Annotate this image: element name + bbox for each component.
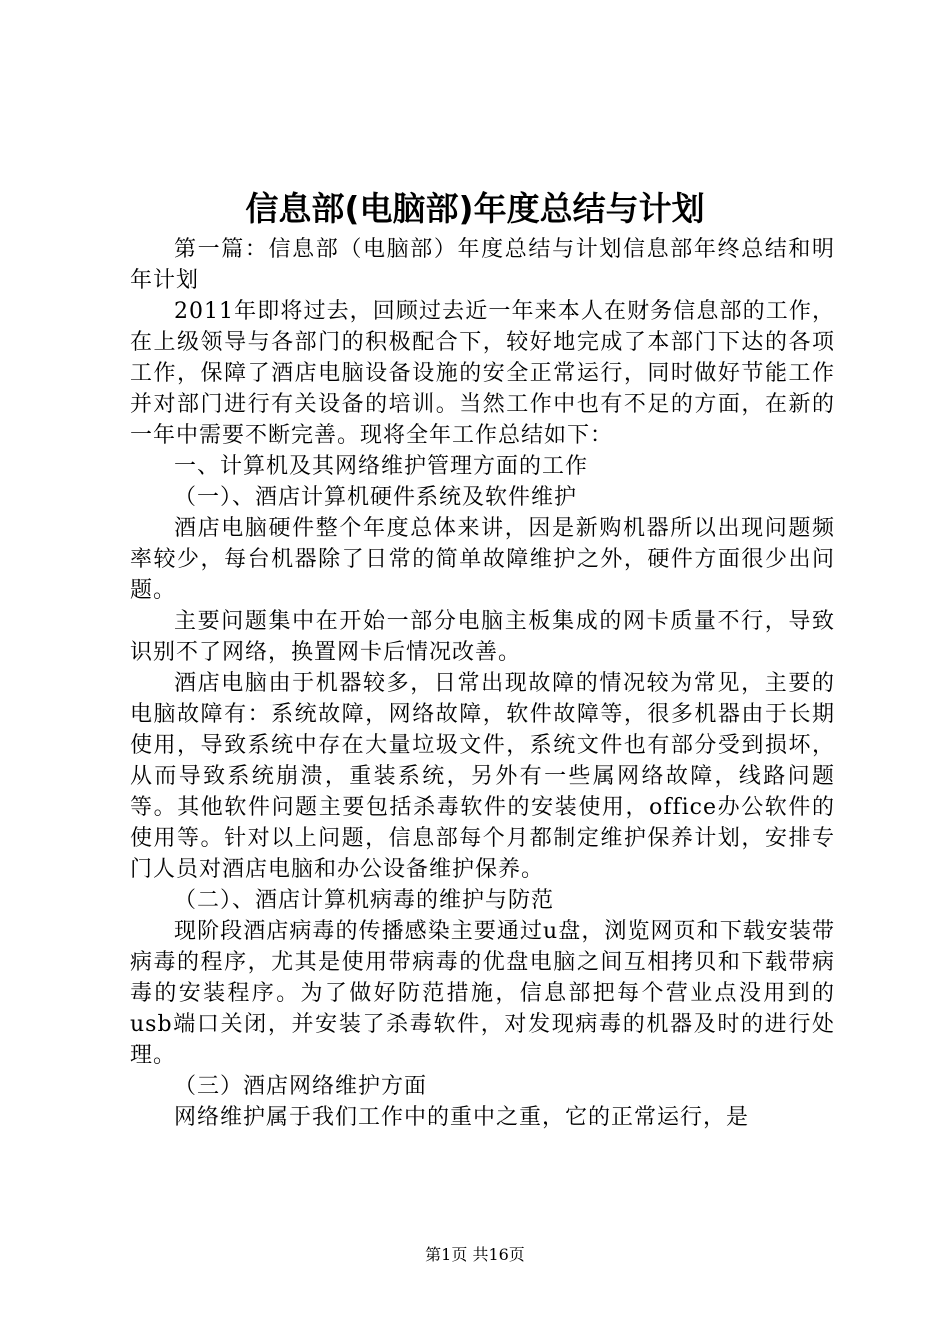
- paragraph: 主要问题集中在开始一部分电脑主板集成的网卡质量不行，导致识别不了网络，换置网卡后情况改善。: [130, 609, 835, 665]
- document-title: 信息部(电脑部)年度总结与计划: [245, 189, 705, 228]
- paragraph: 酒店电脑由于机器较多，日常出现故障的情况较为常见，主要的电脑故障有：系统故障，网络故障，软件故障等，很多机器由于长期使用，导致系统中存在大量垃圾文件，系统文件也有部分受到损坏，从而导致系统崩溃，重装系统，另外有一些属网络故障，线路问题等。其他软件问题主要包括杀毒软件的安装使用，office办公软件的使用等。针对以上问题，信息部每个月都制定维护保养计划，安排专门人员对酒店电脑和办公设备维护保养。: [130, 671, 835, 882]
- paragraph: 第一篇：信息部（电脑部）年度总结与计划信息部年终总结和明年计划: [130, 237, 835, 293]
- subsection-heading: （三）酒店网络维护方面: [174, 1074, 428, 1099]
- page-number-footer: 第1页 共16页: [425, 1245, 525, 1264]
- subsection-heading: （一）、酒店计算机硬件系统及软件维护: [174, 485, 578, 510]
- subsection-heading: （二）、酒店计算机病毒的维护与防范: [174, 888, 555, 913]
- section-heading: 一、计算机及其网络维护管理方面的工作: [174, 454, 589, 479]
- paragraph: 现阶段酒店病毒的传播感染主要通过u盘，浏览网页和下载安装带病毒的程序，尤其是使用带病毒的优盘电脑之间互相拷贝和下载带病毒的安装程序。为了做好防范措施，信息部把每个营业点没用到的usb端口关闭，并安装了杀毒软件，对发现病毒的机器及时的进行处理。: [130, 919, 835, 1068]
- paragraph: 酒店电脑硬件整个年度总体来讲，因是新购机器所以出现问题频率较少，每台机器除了日常的简单故障维护之外，硬件方面很少出问题。: [130, 516, 835, 603]
- paragraph: 2011年即将过去，回顾过去近一年来本人在财务信息部的工作，在上级领导与各部门的积极配合下，较好地完成了本部门下达的各项工作，保障了酒店电脑设备设施的安全正常运行，同时做好节能工作并对部门进行有关设备的培训。当然工作中也有不足的方面，在新的一年中需要不断完善。现将全年工作总结如下：: [130, 299, 835, 448]
- document-body: [130, 234, 835, 1133]
- paragraph: 网络维护属于我们工作中的重中之重，它的正常运行，是: [174, 1105, 750, 1130]
